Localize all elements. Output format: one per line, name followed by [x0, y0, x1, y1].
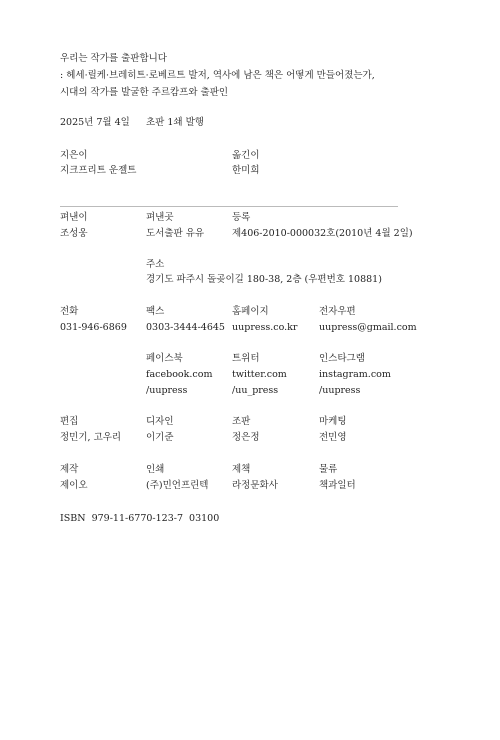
- email-value[interactable]: uupress@gmail.com: [319, 322, 417, 333]
- marketing-label: 마케팅: [319, 416, 347, 427]
- editing-label: 편집: [60, 416, 79, 427]
- logistics-label: 물류: [319, 464, 338, 475]
- editing-value: 정민기, 고우리: [60, 432, 122, 443]
- title-line-1: 우리는 작가를 출판합니다: [60, 53, 167, 64]
- email-label: 전자우편: [319, 306, 356, 317]
- printing-label: 인쇄: [146, 464, 165, 475]
- design-value: 이기준: [146, 432, 174, 443]
- binding-value: 라정문화사: [232, 480, 278, 491]
- edition-printing: 초판 1쇄 발행: [146, 117, 204, 128]
- imprint-label: 펴낸곳: [146, 212, 174, 223]
- instagram-value-1[interactable]: instagram.com: [319, 369, 391, 380]
- translator-value: 한미희: [232, 165, 260, 176]
- author-label: 지은이: [60, 150, 88, 161]
- twitter-value-2[interactable]: /uu_press: [232, 385, 279, 396]
- marketing-value: 전민영: [319, 432, 347, 443]
- registration-value: 제406-2010-000032호(2010년 4월 2일): [232, 228, 413, 239]
- printing-value: (주)민언프린텍: [146, 480, 209, 491]
- title-line-3: 시대의 작가를 발굴한 주르캄프와 출판인: [60, 87, 229, 98]
- binding-label: 제책: [232, 464, 251, 475]
- fax-value: 0303-3444-4645: [146, 322, 225, 333]
- facebook-value-2[interactable]: /uupress: [146, 385, 188, 396]
- edition-date: 2025년 7월 4일: [60, 117, 130, 128]
- production-value: 제이오: [60, 480, 88, 491]
- facebook-label: 페이스북: [146, 353, 183, 364]
- facebook-value-1[interactable]: facebook.com: [146, 369, 213, 380]
- isbn: ISBN 979-11-6770-123-7 03100: [60, 513, 220, 524]
- title-line-2: : 헤세·릴케·브레히트·로베르트 발저, 역사에 남은 책은 어떻게 만들어졌는가,: [60, 70, 375, 81]
- homepage-label: 홈페이지: [232, 306, 269, 317]
- logistics-value: 책과일터: [319, 480, 356, 491]
- address-value: 경기도 파주시 돌곶이길 180-38, 2층 (우편번호 10881): [146, 274, 382, 285]
- instagram-label: 인스타그램: [319, 353, 365, 364]
- typesetting-value: 정은정: [232, 432, 260, 443]
- twitter-label: 트위터: [232, 353, 260, 364]
- fax-label: 팩스: [146, 306, 165, 317]
- design-label: 디자인: [146, 416, 174, 427]
- phone-label: 전화: [60, 306, 79, 317]
- imprint-value: 도서출판 유유: [146, 228, 205, 239]
- registration-label: 등록: [232, 212, 251, 223]
- author-value: 지크프리트 운젤트: [60, 165, 137, 176]
- translator-label: 옮긴이: [232, 150, 260, 161]
- production-label: 제작: [60, 464, 79, 475]
- twitter-value-1[interactable]: twitter.com: [232, 369, 287, 380]
- divider: [60, 206, 398, 207]
- publisher-value: 조성웅: [60, 228, 88, 239]
- publisher-label: 펴낸이: [60, 212, 88, 223]
- typesetting-label: 조판: [232, 416, 251, 427]
- homepage-value[interactable]: uupress.co.kr: [232, 322, 298, 333]
- instagram-value-2[interactable]: /uupress: [319, 385, 361, 396]
- address-label: 주소: [146, 259, 165, 270]
- phone-value: 031-946-6869: [60, 322, 127, 333]
